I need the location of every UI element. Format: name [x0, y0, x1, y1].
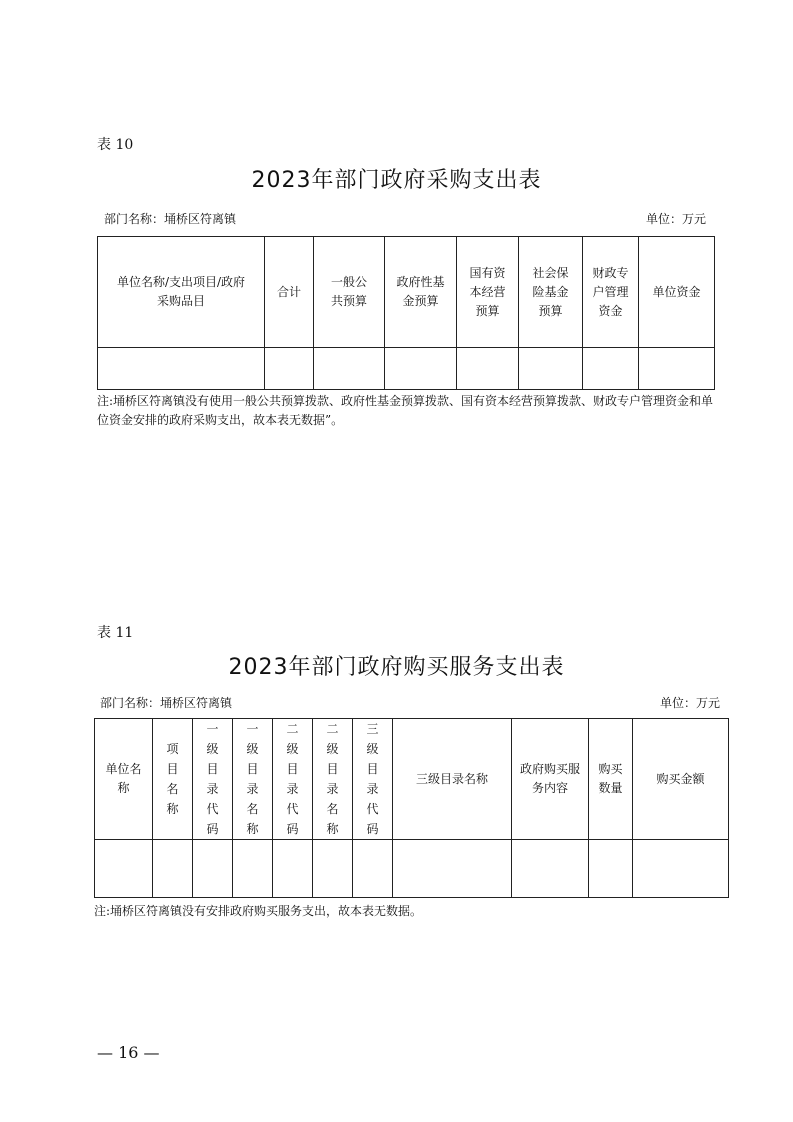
table-10-title: 2023年部门政府采购支出表: [251, 168, 542, 193]
header-cell: 社会保险基金预算: [519, 237, 583, 348]
empty-cell: [589, 840, 633, 898]
header-cell: 国有资本经营预算: [457, 237, 519, 348]
empty-cell: [153, 840, 193, 898]
table-10-department: 部门名称：埇桥区符离镇: [104, 212, 237, 226]
table-11-header-row: [95, 719, 729, 840]
header-vertical-text: 项目名称: [166, 742, 179, 816]
empty-cell: [512, 840, 589, 898]
empty-cell: [583, 348, 639, 390]
table-11-empty-row: [95, 840, 729, 898]
table-10-label: 表 10: [97, 137, 134, 153]
empty-cell: [393, 840, 512, 898]
header-cell: 购买数量: [589, 719, 633, 840]
header-cell: 政府性基金预算: [385, 237, 457, 348]
empty-cell: [457, 348, 519, 390]
empty-cell: [233, 840, 273, 898]
header-cell: [193, 719, 233, 840]
header-cell: 财政专户管理资金: [583, 237, 639, 348]
empty-cell: [313, 840, 353, 898]
empty-cell: [353, 840, 393, 898]
header-cell: 单位资金: [639, 237, 715, 348]
header-vertical-text: 一级目录代码: [206, 722, 219, 836]
empty-cell: [273, 840, 313, 898]
table-10-empty-row: [98, 348, 715, 390]
header-cell: 合计: [265, 237, 314, 348]
header-cell: [313, 719, 353, 840]
header-vertical-text: 一级目录名称: [246, 722, 259, 836]
empty-cell: [314, 348, 385, 390]
header-cell: [273, 719, 313, 840]
header-cell: 政府购买服务内容: [512, 719, 589, 840]
header-cell: 三级目录名称: [393, 719, 512, 840]
header-vertical-text: 二级目录名称: [326, 722, 339, 836]
table-10-header-row: [98, 237, 715, 348]
empty-cell: [193, 840, 233, 898]
empty-cell: [633, 840, 729, 898]
header-cell: 一般公共预算: [314, 237, 385, 348]
table-11-note: 注:埇桥区符离镇没有安排政府购买服务支出，故本表无数据。: [94, 904, 423, 918]
header-cell: 单位名称/支出项目/政府采购品目: [98, 237, 265, 348]
empty-cell: [95, 840, 153, 898]
header-cell: 单位名称: [95, 719, 153, 840]
empty-cell: [265, 348, 314, 390]
table-10-unit: 单位：万元: [645, 212, 706, 226]
table-11-unit: 单位：万元: [659, 696, 720, 710]
header-cell: [233, 719, 273, 840]
table-11: [94, 718, 729, 898]
header-vertical-text: 三级目录代码: [366, 722, 379, 836]
empty-cell: [385, 348, 457, 390]
empty-cell: [639, 348, 715, 390]
table-11-title: 2023年部门政府购买服务支出表: [228, 655, 565, 680]
empty-cell: [98, 348, 265, 390]
table-10-note: 注:埇桥区符离镇没有使用一般公共预算拨款、政府性基金预算拨款、国有资本经营预算拨款、财政专户管理资金和单位资金安排的政府采购支出，故本表无数据”。: [97, 394, 714, 427]
header-cell: [353, 719, 393, 840]
header-cell: 购买金额: [633, 719, 729, 840]
table-10: [97, 236, 715, 390]
table-11-department: 部门名称：埇桥区符离镇: [100, 696, 233, 710]
table-11-label: 表 11: [97, 625, 134, 641]
page-number: — 16 —: [97, 1043, 160, 1062]
header-cell: [153, 719, 193, 840]
header-vertical-text: 二级目录代码: [286, 722, 299, 836]
empty-cell: [519, 348, 583, 390]
